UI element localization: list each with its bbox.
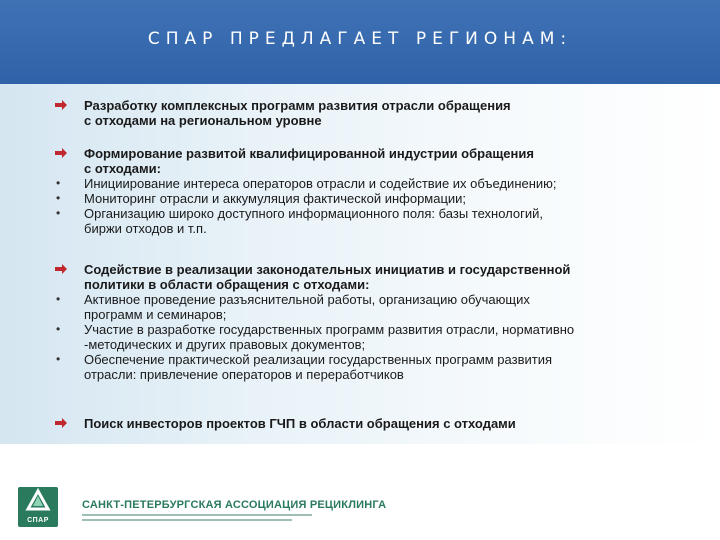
bullet-icon: • (56, 352, 61, 366)
bullet-icon: • (56, 322, 61, 336)
red-arrow-icon (55, 100, 67, 110)
organization-contacts (82, 514, 322, 528)
organization-name: САНКТ-ПЕТЕРБУРГСКАЯ АССОЦИАЦИЯ РЕЦИКЛИНГА (82, 499, 387, 511)
red-arrow-icon (55, 418, 67, 428)
main-item-2 (50, 146, 700, 236)
bullet-icon: • (56, 206, 61, 220)
red-arrow-icon (55, 264, 67, 274)
main-item-3 (50, 262, 700, 382)
subitem-text: Организацию широко доступного информационного поля: базы технологий, биржи отходов и т.п. (84, 206, 543, 236)
bullet-icon: • (56, 292, 61, 306)
logo-caption: СПАР (27, 517, 49, 524)
subitem-text: Участие в разработке государственных программ развития отрасли, нормативно -методических и других правовых документов; (84, 322, 575, 352)
item-text: Формирование развитой квалифицированной индустрии обращения с отходами: (84, 146, 534, 176)
slide-title: СПАР ПРЕДЛАГАЕТ РЕГИОНАМ: (147, 29, 573, 49)
main-item-1 (50, 98, 700, 128)
subitem-text: Мониторинг отрасли и аккумуляция фактической информации; (84, 191, 467, 206)
bullet-icon: • (56, 191, 61, 205)
slide-header (0, 0, 720, 84)
recycle-logo-icon (18, 487, 58, 527)
bullet-icon: • (56, 176, 61, 190)
item-text: Разработку комплексных программ развития отрасли обращения с отходами на региональном уровне (84, 98, 511, 128)
main-item-4 (50, 416, 700, 431)
item-text: Содействие в реализации законодательных инициатив и государственной политики в области обращения с отходами: (84, 262, 571, 292)
red-arrow-icon (55, 148, 67, 158)
subitem-text: Обеспечение практической реализации государственных программ развития отрасли: привлечение операторов и переработчиков (84, 352, 553, 382)
subitem-text: Инициирование интереса операторов отрасли и содействие их объединению; (84, 176, 557, 191)
subitem-text: Активное проведение разъяснительной работы, организацию обучающих программ и семинаров; (84, 292, 530, 322)
item-text: Поиск инвесторов проектов ГЧП в области обращения с отходами (84, 416, 516, 431)
